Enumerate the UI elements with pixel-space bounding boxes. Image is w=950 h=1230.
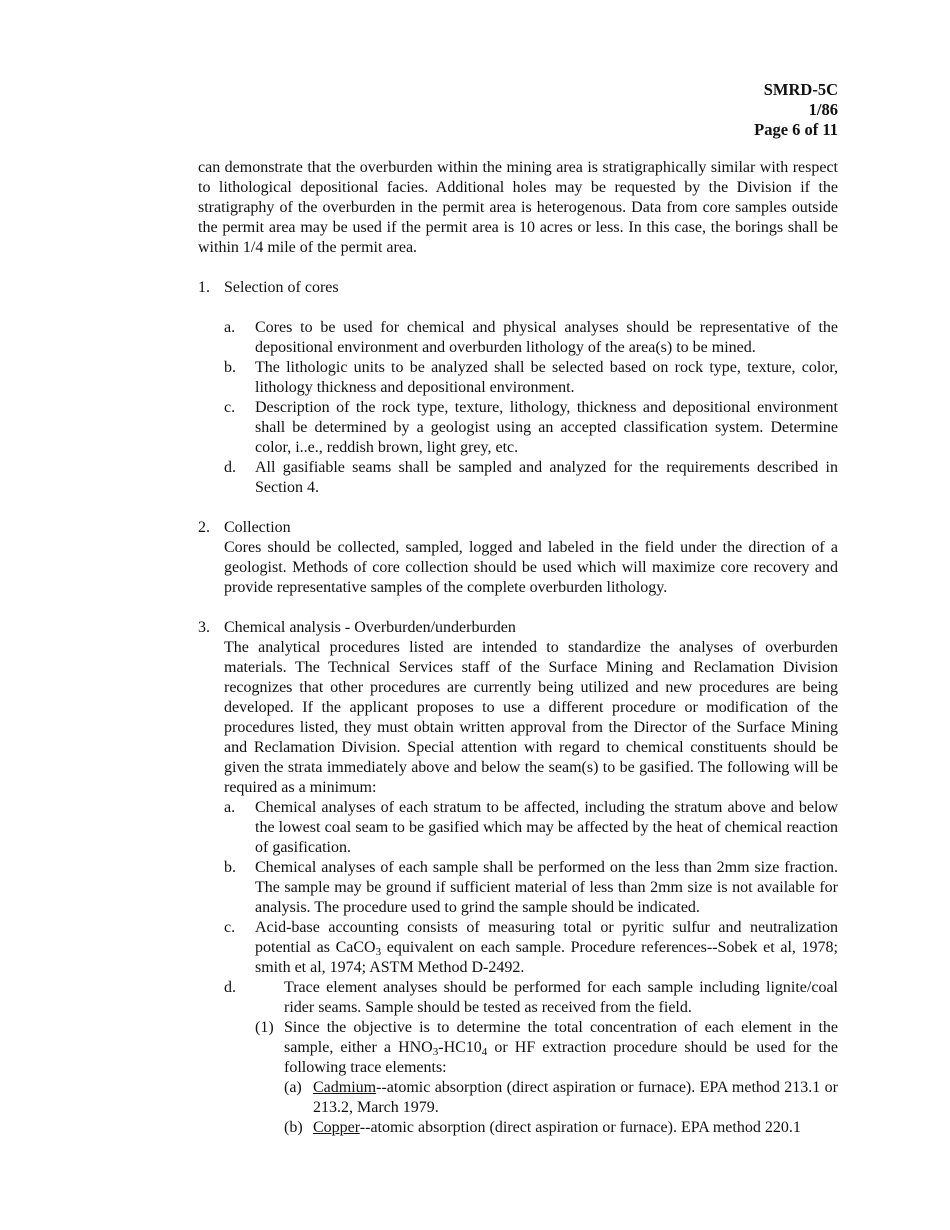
list-label: a. (224, 799, 236, 816)
list-label: d. (224, 979, 236, 996)
section-collection (198, 518, 838, 598)
section-chemical-analysis (198, 618, 838, 1138)
list-text: Trace element analyses should be performed for each sample including lignite/coal rider seams. Sample should be tested as received from the field. (284, 979, 838, 1016)
section-number: 1. (198, 279, 210, 296)
list-item (224, 918, 838, 978)
list-text: Description of the rock type, texture, lithology, thickness and depositional environment shall be determined by a geologist using an accepted classification system. Determine color, i..e., reddish brown, light grey, etc. (255, 399, 838, 456)
list-label: a. (224, 319, 236, 336)
list-item (224, 458, 838, 498)
list-item (224, 798, 838, 858)
list-item (224, 1118, 838, 1138)
list-text: Cores to be used for chemical and physical analyses should be representative of the depositional environment and overburden lithology of the area(s) to be mined. (255, 319, 838, 356)
list-text: Cadmium--atomic absorption (direct aspiration or furnace). EPA method 213.1 or 213.2, March 1979. (313, 1079, 838, 1116)
page-number: Page 6 of 11 (754, 120, 838, 139)
list-text: All gasifiable seams shall be sampled and analyzed for the requirements described in Section 4. (255, 459, 838, 496)
list-label: b. (224, 359, 236, 376)
list-item (224, 1078, 838, 1118)
list-label: c. (224, 399, 236, 416)
list-text: Copper--atomic absorption (direct aspiration or furnace). EPA method 220.1 (313, 1119, 801, 1136)
list-label: (a) (284, 1079, 302, 1096)
section-selection-of-cores (198, 278, 838, 298)
element-name: Cadmium (313, 1079, 377, 1096)
document-id: SMRD-5C (763, 80, 838, 99)
section-number: 2. (198, 519, 210, 536)
element-name: Copper (313, 1119, 360, 1136)
section-title: Collection (224, 519, 291, 536)
list-label: d. (224, 459, 236, 476)
section-number: 3. (198, 619, 210, 636)
list-text: Acid-base accounting consists of measuring total or pyritic sulfur and neutralization potential as CaCO$_3$ equivalent on each sample. Procedure references--Sobek et al, 1978; smith et al, 1974; ASTM Method D-2492. (255, 919, 839, 976)
list-item (224, 318, 838, 358)
section1-list (198, 318, 838, 498)
list-text: The lithologic units to be analyzed shall be selected based on rock type, texture, color, lithology thickness and depositional environment. (255, 359, 838, 396)
list-label: b. (224, 859, 236, 876)
list-label: (b) (284, 1119, 303, 1136)
list-text: Chemical analyses of each sample shall be performed on the less than 2mm size fraction. The sample may be ground if sufficient material of less than 2mm size is not available for analysis. The procedure used to grind the sample should be indicated. (255, 859, 838, 916)
document-body (198, 158, 838, 1138)
section-body: The analytical procedures listed are intended to standardize the analyses of overburden materials. The Technical Services staff of the Surface Mining and Reclamation Division recognizes that other procedures are currently being utilized and new procedures are being developed. If the applicant proposes to use a different procedure or modification of the procedures listed, they must obtain written approval from the Director of the Surface Mining and Reclamation Division. Special attention with regard to chemical constituents should be given the strata immediately above and below the seam(s) to be gasified. The following will be required as a minimum: (224, 639, 838, 796)
list-item (224, 858, 838, 918)
list-label: (1) (255, 1019, 274, 1036)
section-body: Cores should be collected, sampled, logged and labeled in the field under the direction of a geologist. Methods of core collection should be used which will maximize core recovery and provide representative samples of the complete overburden lithology. (224, 539, 838, 596)
list-text: Chemical analyses of each stratum to be affected, including the stratum above and below the lowest coal seam to be gasified which may be affected by the heat of chemical reaction of gasification. (255, 799, 838, 856)
list-item (224, 978, 838, 1018)
document-date: 1/86 (808, 100, 838, 119)
list-item (224, 358, 838, 398)
list-item (224, 398, 838, 458)
page-header (754, 80, 838, 140)
list-text: Since the objective is to determine the total concentration of each element in the sample, either a $HNO_3-HC10_4$ or HF extraction procedure should be used for the following trace elements: (284, 1019, 838, 1076)
section-title: Selection of cores (224, 279, 339, 296)
section-title: Chemical analysis - Overburden/underburden (224, 619, 516, 636)
list-item (224, 1018, 838, 1078)
intro-paragraph: can demonstrate that the overburden within the mining area is stratigraphically similar with respect to lithological depositional facies. Additional holes may be requested by the Division if the stratigraphy of the overburden in the permit area is heterogenous. Data from core samples outside the permit area may be used if the permit area is 10 acres or less. In this case, the borings shall be within 1/4 mile of the permit area. (198, 159, 838, 256)
list-label: c. (224, 919, 236, 936)
